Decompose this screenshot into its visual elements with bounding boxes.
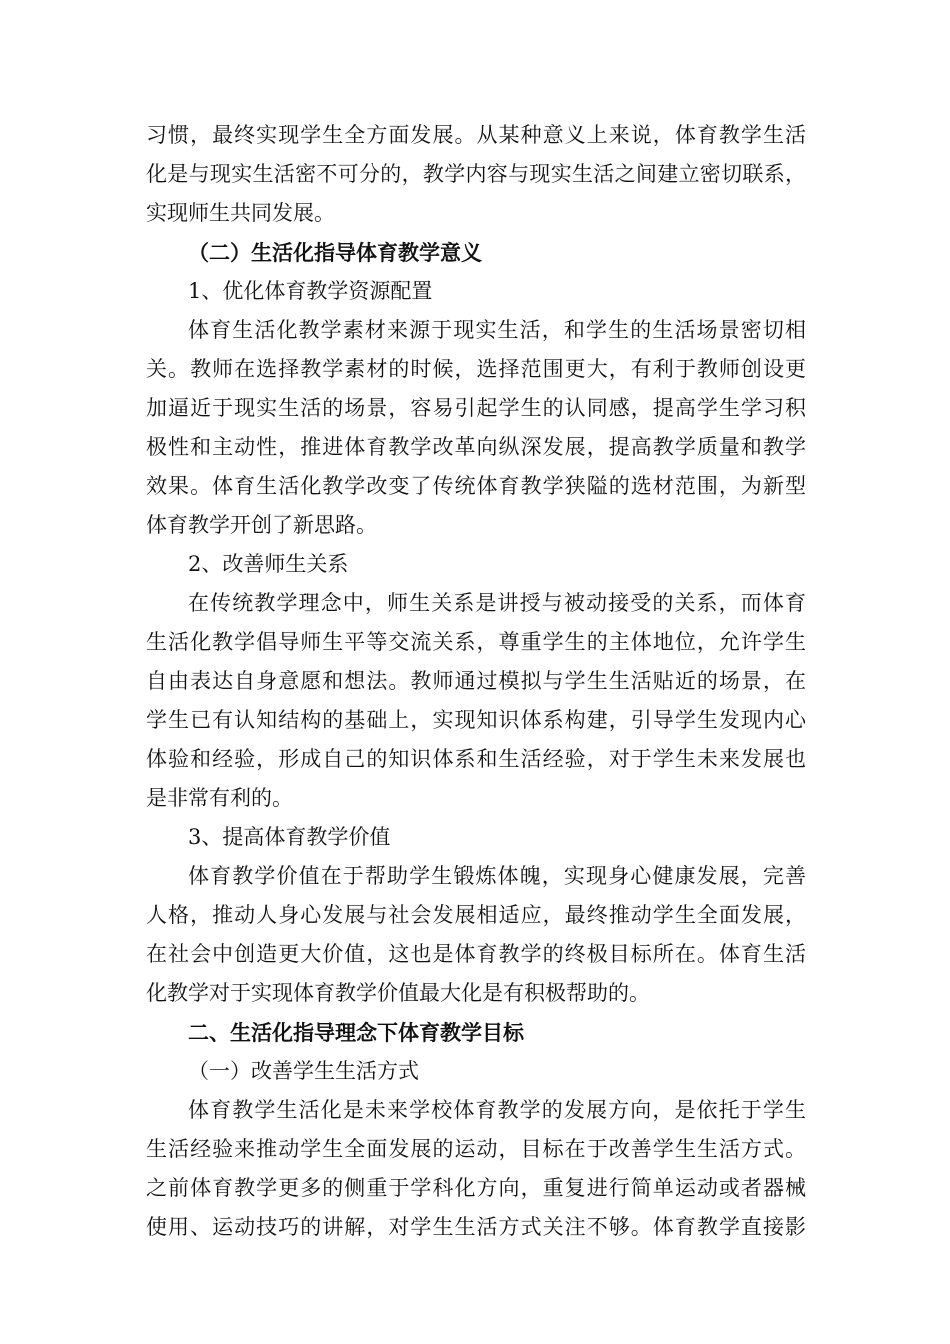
paragraph-line: 人格，推动人身心发展与社会发展相适应，最终推动学生全面发展，: [146, 903, 806, 927]
paragraph-line: 体育教学生活化是未来学校体育教学的发展方向，是依托于学生: [188, 1098, 806, 1122]
paragraph-line: 实现师生共同发展。: [146, 201, 335, 225]
paragraph-line: 之前体育教学更多的侧重于学科化方向，重复进行简单运动或者器械: [146, 1176, 806, 1200]
paragraph-line: 体育教学开创了新思路。: [146, 513, 377, 537]
section-heading: （二）生活化指导体育教学意义: [188, 240, 482, 265]
paragraph-line: 自由表达自身意愿和想法。教师通过模拟与学生生活贴近的场景，在: [146, 669, 806, 693]
paragraph-line: 加逼近于现实生活的场景，容易引起学生的认同感，提高学生学习积: [146, 396, 806, 420]
paragraph-line: 体验和经验，形成自己的知识体系和生活经验，对于学生未来发展也: [146, 747, 806, 771]
paragraph-line: 是非常有利的。: [146, 786, 293, 810]
paragraph-line: 生活化教学倡导师生平等交流关系，尊重学生的主体地位，允许学生: [146, 630, 806, 654]
subsection-heading: 3、提高体育教学价值: [188, 825, 391, 849]
paragraph-line: 习惯，最终实现学生全方面发展。从某种意义上来说，体育教学生活: [146, 123, 806, 147]
paragraph-line: 在社会中创造更大价值，这也是体育教学的终极目标所在。体育生活: [146, 942, 806, 966]
subsection-heading: 1、优化体育教学资源配置: [188, 279, 433, 303]
paragraph-line: 极性和主动性，推进体育教学改革向纵深发展，提高教学质量和教学: [146, 435, 806, 459]
paragraph-line: 体育教学价值在于帮助学生锻炼体魄，实现身心健康发展，完善: [188, 864, 806, 888]
subsection-heading: 2、改善师生关系: [188, 552, 349, 576]
paragraph-line: 化是与现实生活密不可分的，教学内容与现实生活之间建立密切联系，: [146, 162, 806, 186]
document-page: [146, 116, 806, 1247]
paragraph-line: 关。教师在选择教学素材的时候，选择范围更大，有利于教师创设更: [146, 357, 806, 381]
chapter-heading: 二、生活化指导理念下体育教学目标: [188, 1020, 524, 1045]
paragraph-line: 体育生活化教学素材来源于现实生活，和学生的生活场景密切相: [188, 318, 806, 342]
paragraph-line: 效果。体育生活化教学改变了传统体育教学狭隘的选材范围，为新型: [146, 474, 806, 498]
paragraph-line: 使用、运动技巧的讲解，对学生生活方式关注不够。体育教学直接影: [146, 1215, 806, 1239]
paragraph-line: 学生已有认知结构的基础上，实现知识体系构建，引导学生发现内心: [146, 708, 806, 732]
subsection-heading: （一）改善学生生活方式: [188, 1059, 419, 1083]
paragraph-line: 生活经验来推动学生全面发展的运动，目标在于改善学生生活方式。: [146, 1137, 806, 1161]
paragraph-line: 化教学对于实现体育教学价值最大化是有积极帮助的。: [146, 981, 650, 1005]
paragraph-line: 在传统教学理念中，师生关系是讲授与被动接受的关系，而体育: [188, 591, 806, 615]
